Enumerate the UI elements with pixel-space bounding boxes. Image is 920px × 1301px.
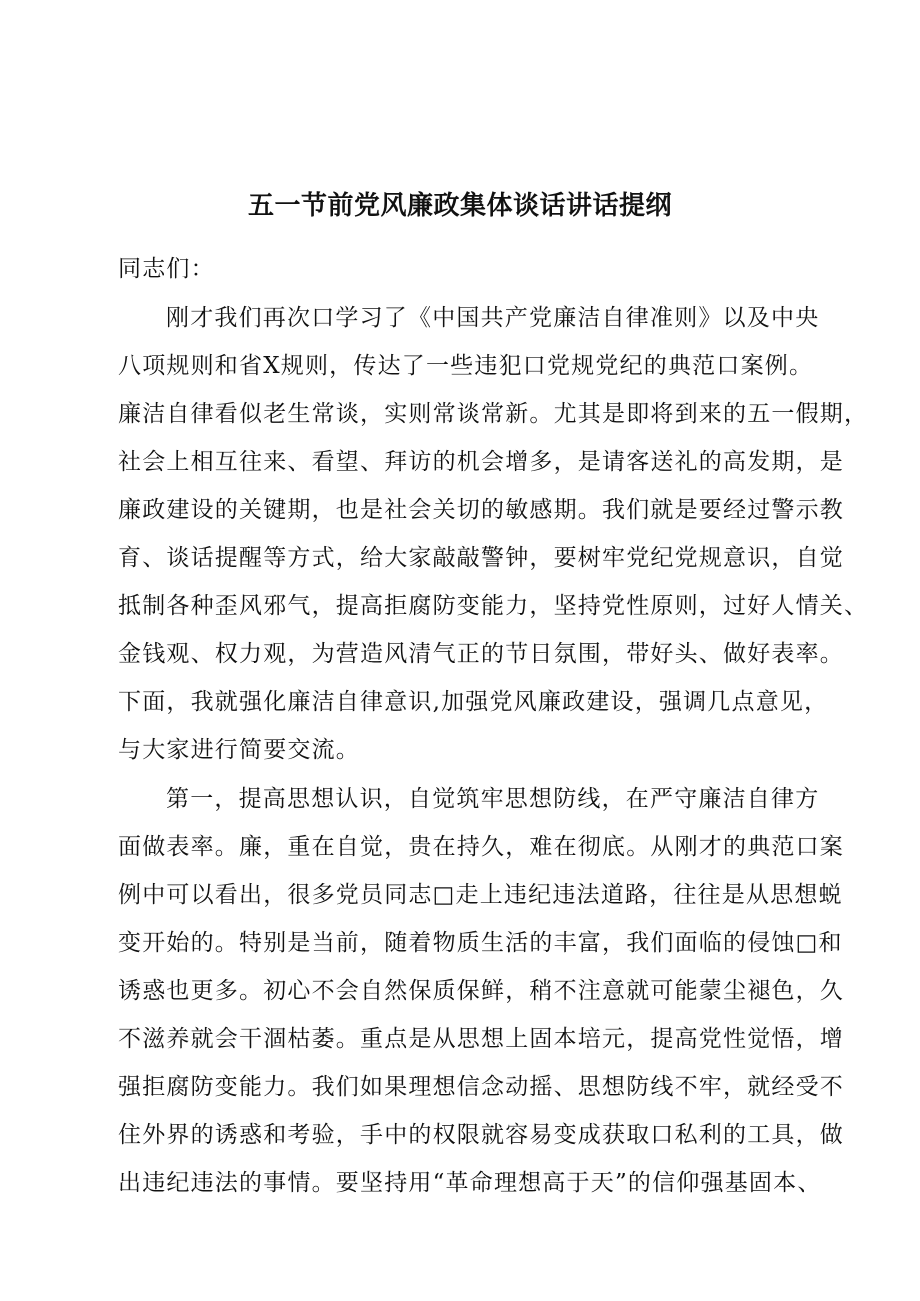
paragraph-line: 变开始的。特别是当前，随着物质生活的丰富，我们面临的侵蚀□和	[118, 930, 843, 956]
paragraph-line: 下面，我就强化廉洁自律意识,加强党风廉政建设，强调几点意见，	[118, 689, 829, 715]
paragraph-line: 育、谈话提醒等方式，给大家敲敲警钟，要树牢党纪党规意识，自觉	[118, 545, 844, 571]
paragraph-line: 住外界的诱惑和考验，手中的权限就容易变成获取口私利的工具，做	[118, 1122, 844, 1148]
paragraph-line: 出违纪违法的事情。要坚持用“革命理想高于天”的信仰强基固本、	[118, 1170, 822, 1196]
paragraph-line: 与大家进行简要交流。	[118, 737, 360, 763]
paragraph-line: 强拒腐防变能力。我们如果理想信念动摇、思想防线不牢，就经受不	[118, 1074, 844, 1100]
paragraph-line: 八项规则和省X规则，传达了一些违犯口党规党纪的典范口案例。	[118, 353, 814, 379]
paragraph-line: 第一，提高思想认识，自觉筑牢思想防线，在严守廉洁自律方	[166, 786, 820, 812]
paragraph-line: 面做表率。廉，重在自觉，贵在持久，难在彻底。从刚才的典范口案	[118, 834, 844, 860]
paragraph-line: 社会上相互往来、看望、拜访的机会增多，是请客送礼的高发期，是	[118, 449, 844, 475]
paragraph-line: 抵制各种歪风邪气，提高拒腐防变能力，坚持党性原则，过好人情关、	[118, 593, 869, 619]
paragraph-line: 金钱观、权力观，为营造风清气正的节日氛围，带好头、做好表率。	[118, 641, 844, 667]
paragraph-line: 廉洁自律看似老生常谈，实则常谈常新。尤其是即将到来的五一假期，	[118, 401, 869, 427]
paragraph-line: 诱惑也更多。初心不会自然保质保鲜，稍不注意就可能蒙尘褪色，久	[118, 978, 844, 1004]
paragraph-line: 不滋养就会干涸枯萎。重点是从思想上固本培元，提高党性觉悟，增	[118, 1026, 844, 1052]
paragraph-line: 刚才我们再次口学习了《中国共产党廉洁自律准则》以及中央	[166, 305, 820, 331]
document-title: 五一节前党风廉政集体谈话讲话提纲	[247, 191, 672, 221]
salutation: 同志们：	[118, 256, 215, 282]
paragraph-line: 廉政建设的关键期，也是社会关切的敏感期。我们就是要经过警示教	[118, 497, 844, 523]
paragraph-line: 例中可以看出，很多党员同志□走上违纪违法道路，往往是从思想蜕	[118, 882, 843, 908]
